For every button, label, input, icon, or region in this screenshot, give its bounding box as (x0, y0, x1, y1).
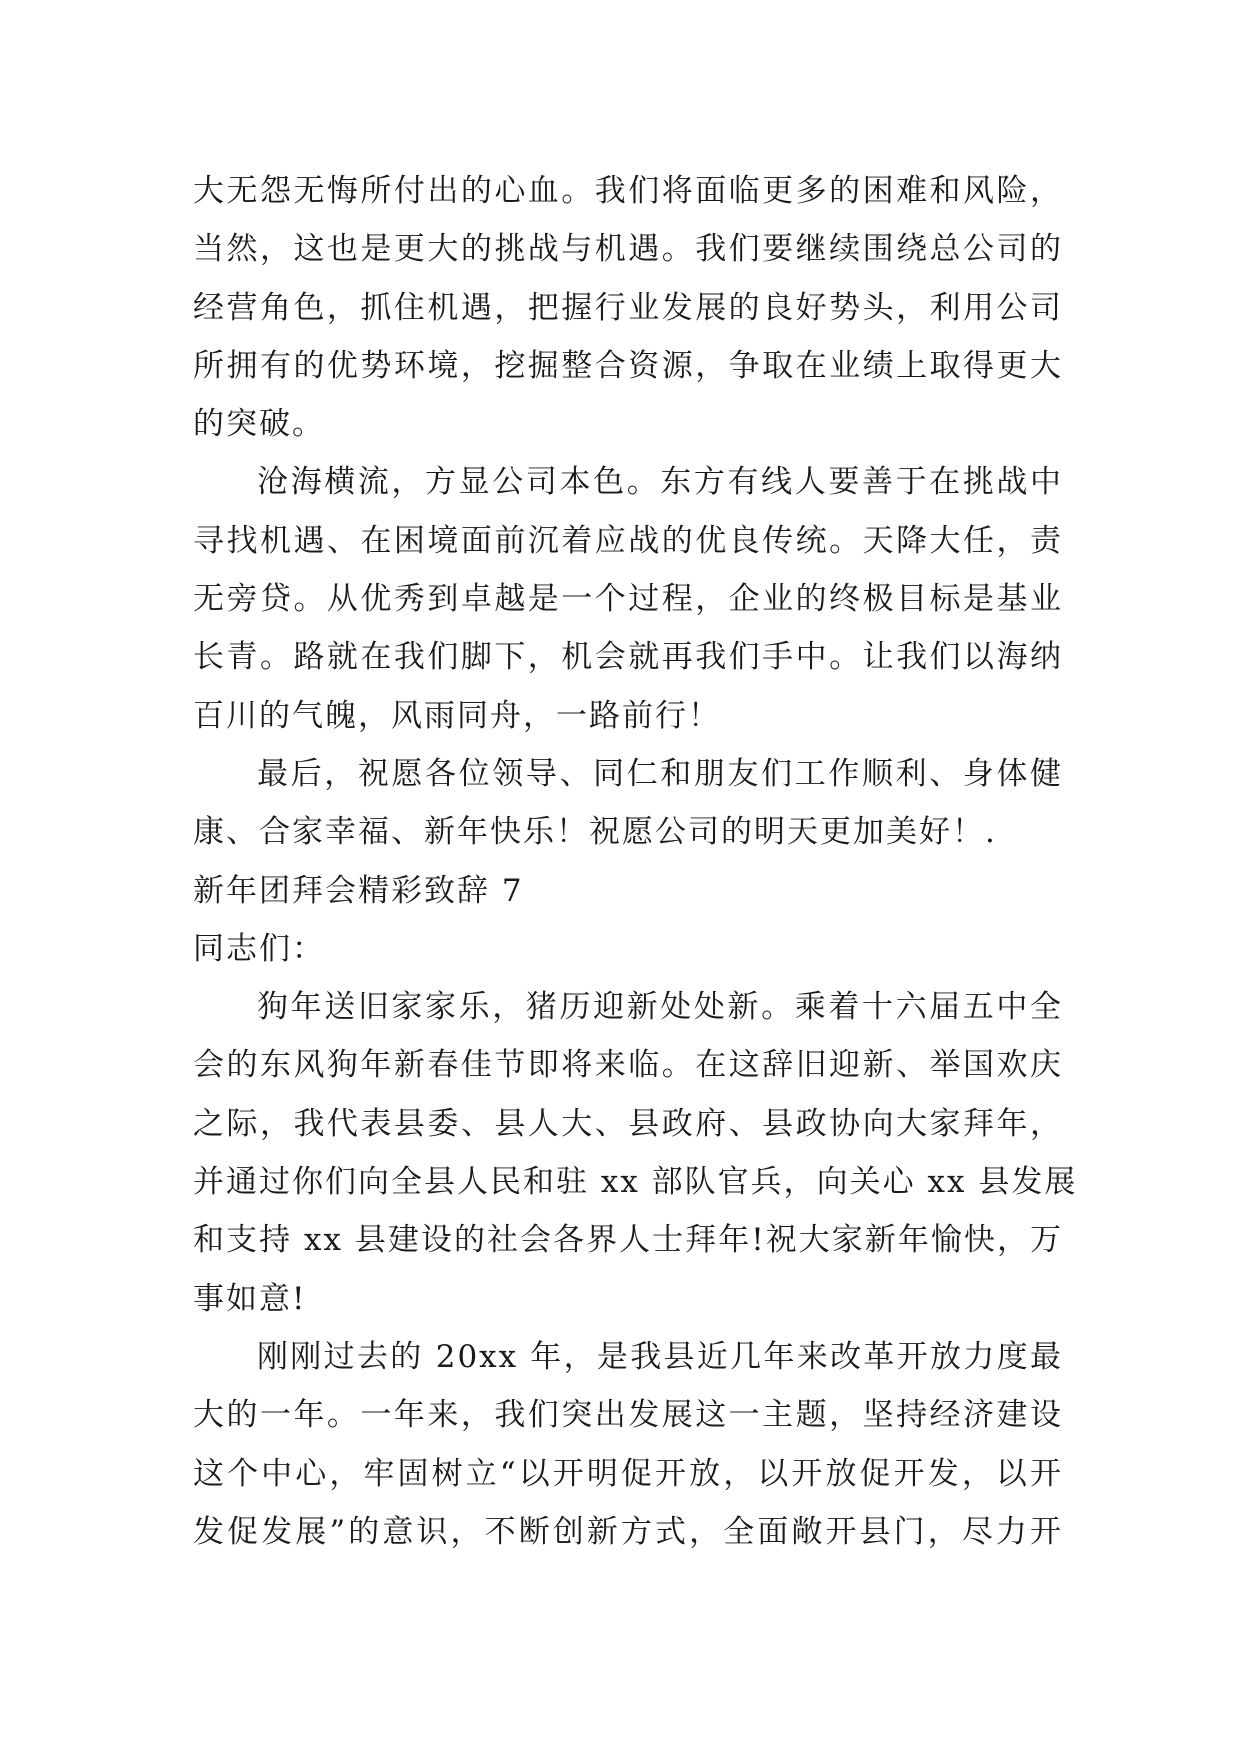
paragraph-line: 大无怨无悔所付出的心血。我们将面临更多的困难和风险， (193, 173, 1063, 209)
paragraph-line: 的突破。 (193, 406, 325, 443)
paragraph-line: 并通过你们向全县人民和驻 xx 部队官兵，向关心 xx 县发展 (193, 1164, 1078, 1201)
paragraph-line: 无旁贷。从优秀到卓越是一个过程，企业的终极目标是基业 (193, 581, 1063, 618)
paragraph-line: 当然，这也是更大的挑战与机遇。我们要继续围绕总公司的 (193, 231, 1063, 268)
salutation: 同志们： (193, 930, 325, 967)
paragraph-line: 发促发展”的意识，不断创新方式，全面敞开县门，尽力开 (193, 1513, 1063, 1550)
paragraph-line: 最后，祝愿各位领导、同仁和朋友们工作顺利、身体健 (257, 755, 1063, 792)
paragraph-line: 寻找机遇、在困境面前沉着应战的优良传统。天降大任，责 (193, 522, 1063, 559)
paragraph-line: 事如意! (193, 1280, 307, 1317)
paragraph-line: 这个中心，牢固树立“以开明促开放，以开放促开发，以开 (193, 1455, 1063, 1492)
paragraph-line: 经营角色，抓住机遇，把握行业发展的良好势头，利用公司 (193, 289, 1063, 326)
paragraph-line: 大的一年。一年来，我们突出发展这一主题，坚持经济建设 (193, 1397, 1063, 1434)
paragraph-line: 之际，我代表县委、县人大、县政府、县政协向大家拜年， (193, 1105, 1063, 1142)
section-title: 新年团拜会精彩致辞 7 (193, 872, 524, 909)
paragraph-line: 会的东风狗年新春佳节即将来临。在这辞旧迎新、举国欢庆 (193, 1047, 1063, 1084)
paragraph-line: 长青。路就在我们脚下，机会就再我们手中。让我们以海纳 (193, 639, 1063, 676)
document-body (193, 162, 1078, 1561)
paragraph-line: 康、合家幸福、新年快乐！祝愿公司的明天更加美好！. (193, 814, 997, 851)
paragraph-line: 沧海横流，方显公司本色。东方有线人要善于在挑战中 (257, 464, 1063, 501)
paragraph-line: 刚刚过去的 20xx 年，是我县近几年来改革开放力度最 (257, 1338, 1063, 1375)
paragraph-line: 百川的气魄，风雨同舟，一路前行！ (193, 697, 721, 734)
paragraph-line: 和支持 xx 县建设的社会各界人士拜年!祝大家新年愉快，万 (193, 1222, 1063, 1259)
paragraph-line: 所拥有的优势环境，挖掘整合资源，争取在业绩上取得更大 (193, 347, 1063, 384)
paragraph-line: 狗年送旧家家乐，猪历迎新处处新。乘着十六届五中全 (257, 989, 1063, 1026)
